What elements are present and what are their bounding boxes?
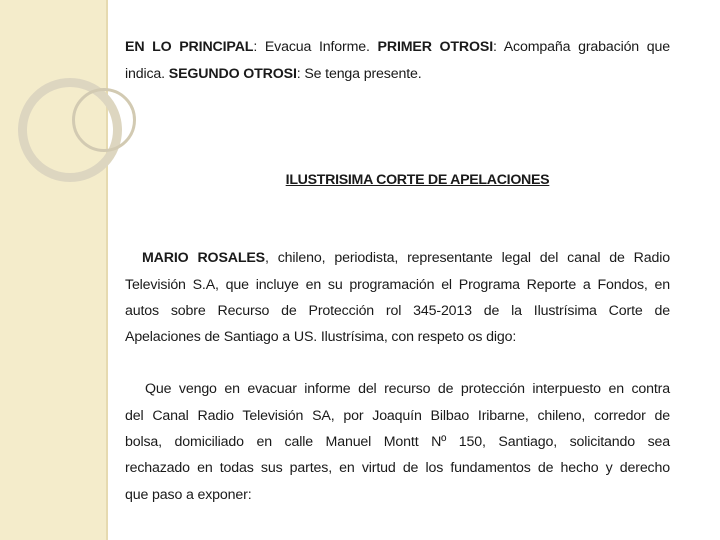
paragraph1-line-2: Televisión S.A, que incluye en su programación el Programa Reporte a Fondos, en xyxy=(125,277,670,293)
header-text-0: indica. xyxy=(125,66,169,82)
paragraph1-line-1: MARIO ROSALES, chileno, periodista, representante legal del canal de Radio xyxy=(142,250,670,266)
paragraph2-line-4: rechazado en todas sus partes, en virtud de los fundamentos de hecho y derecho xyxy=(125,460,670,476)
sidebar-divider xyxy=(106,0,108,540)
paragraph2-line-5: que paso a exponer: xyxy=(125,487,252,503)
header-line-2 xyxy=(125,65,670,83)
paragraph2-line-3: bolsa, domiciliado en calle Manuel Montt Nº 150, Santiago, solicitando sea xyxy=(125,434,670,450)
header-text-1: : Evacua Informe. xyxy=(253,39,378,55)
header-text-2: : Acompaña grabación que xyxy=(493,39,670,55)
page-title: ILUSTRISIMA CORTE DE APELACIONES xyxy=(285,172,550,188)
segundo-otrosi-label: SEGUNDO OTROSI xyxy=(168,66,297,82)
primer-otrosi-label: PRIMER OTROSI xyxy=(377,39,494,55)
paragraph2-line-2: del Canal Radio Televisión SA, por Joaquín Bilbao Iribarne, chileno, corredor de xyxy=(125,408,670,424)
paragraph2-line-1: Que vengo en evacuar informe del recurso de protección interpuesto en contra xyxy=(145,381,670,397)
paragraph1-line-4: Apelaciones de Santiago a US. Ilustrísima, con respeto os digo: xyxy=(125,329,517,345)
header-line-1 xyxy=(125,38,670,56)
header-text-3: : Se tenga presente. xyxy=(296,66,422,82)
document-page xyxy=(125,0,670,540)
mario-rosales-name: MARIO ROSALES xyxy=(142,250,265,266)
paragraph1-line-3: autos sobre Recurso de Protección rol 345-2013 de la Ilustrísima Corte de xyxy=(125,303,670,319)
en-lo-principal-label: EN LO PRINCIPAL xyxy=(125,39,254,55)
